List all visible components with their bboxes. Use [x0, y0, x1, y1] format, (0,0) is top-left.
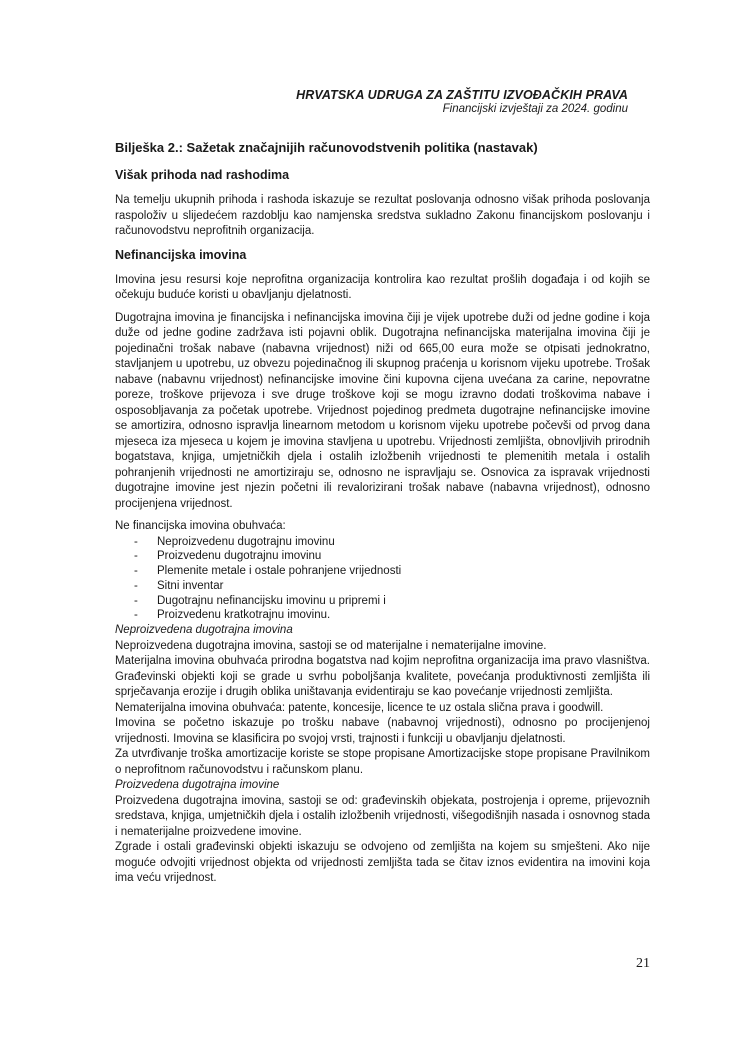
section-heading-nefinancijska: Nefinancijska imovina: [115, 247, 247, 262]
list-item: - Dugotrajnu nefinancijsku imovinu u pripremi i: [115, 594, 650, 609]
list-item: - Sitni inventar: [115, 579, 650, 594]
list-intro: Ne financijska imovina obuhvaća:: [115, 520, 286, 532]
page-number: 21: [636, 956, 650, 971]
page-content: [115, 140, 650, 887]
paragraph: Zgrade i ostali građevinski objekti iskazuju se odvojeno od zemljišta na kojem su smješteni. Ako nije moguće odvojiti vrijednost objekta od vrijednosti zemljišta tada se čitav iznos evidentira na imovini koja ima veću vrijednost.: [115, 841, 650, 885]
subheading-proizvedena: Proizvedena dugotrajna imovine: [115, 779, 280, 792]
list-item: - Proizvedenu kratkotrajnu imovinu.: [115, 608, 650, 623]
list-item: - Plemenite metale i ostale pohranjene vrijednosti: [115, 564, 650, 579]
note-title: Bilješka 2.: Sažetak značajnijih računovodstvenih politika (nastavak): [115, 140, 538, 155]
paragraph: Nematerijalna imovina obuhvaća: patente, koncesije, licence te uz ostala slična prava i goodwill.: [115, 701, 604, 714]
list-item: - Proizvedenu dugotrajnu imovinu: [115, 549, 650, 564]
paragraph: Neproizvedena dugotrajna imovina, sastoji se od materijalne i nematerijalne imovine.: [115, 639, 547, 652]
report-subtitle: Financijski izvještaji za 2024. godinu: [442, 103, 628, 115]
paragraph: Dugotrajna imovina je financijska i nefinancijska imovina čiji je vijek upotrebe duži od jedne godine i koja duže od jedne godine zadržava isti pojavni oblik. Dugotrajna nefinancijska materijalna imovina čiji je pojedinačni trošak nabave (nabavna vrijednost) niži od 665,00 eura može se otpisati jednokratno, stavljanjem u upotrebu, uz obvezu pojedinačnog ili skupnog praćenja u korisnom vijeku upotrebe. Trošak nabave (nabavnu vrijednost) nefinancijske imovine čini kupovna cijena uvećana za carine, nepovratne poreze, troškove prijevoza i sve druge troškove koji se mogu izravno dodati troškovima nabave i osposobljavanja za početak upotrebe. Vrijednost pojedinog predmeta dugotrajne nefinancijske imovine se amortizira, odnosno ispravlja linearnom metodom u korisnom vijeku upotrebe počevši od prvog dana mjeseca iza mjeseca u kojem je imovina stavljena u upotrebu. Vrijednosti zemljišta, obnovljivih prirodnih bogatstava, knjiga, umjetničkih djela i ostalih izložbenih vrijednosti te plemenitih metala i ostalih pohranjenih vrijednosti ne amortiziraju se, odnosno ne ispravljaju se. Osnovica za ispravak vrijednosti dugotrajne imovine jest njezin početni ili revalorizirani trošak nabave (nabavna vrijednost), odnosno procijenjena vrijednost.: [115, 311, 650, 510]
paragraph: Materijalna imovina obuhvaća prirodna bogatstva nad kojim neprofitna organizacija ima pravo vlasništva. Građevinski objekti koji se grade u svrhu poboljšanja kvalitete, povećanja produktivnosti zemljišta ili sprječavanja erozije i drugih oblika uništavanja evidentiraju se kao povećanje vrijednosti zemljišta.: [115, 655, 650, 699]
subheading-neproizvedena: Neproizvedena dugotrajna imovina: [115, 624, 293, 637]
list-item: - Neproizvedenu dugotrajnu imovinu: [115, 535, 650, 550]
section-heading-visak: Višak prihoda nad rashodima: [115, 168, 290, 182]
organization-name: HRVATSKA UDRUGA ZA ZAŠTITU IZVOĐAČKIH PRAVA: [296, 88, 628, 102]
paragraph: Imovina se početno iskazuje po trošku nabave (nabavnoj vrijednosti), odnosno po procijenjenoj vrijednosti. Imovina se klasificira po svojoj vrsti, trajnosti i funkciji u obavljanju djelatnosti.: [115, 717, 650, 745]
page-header: [296, 88, 628, 115]
paragraph: Imovina jesu resursi koje neprofitna organizacija kontrolira kao rezultat prošlih događaja i od kojih se očekuju buduće koristi u obavljanju djelatnosti.: [115, 273, 650, 301]
paragraph: Proizvedena dugotrajna imovina, sastoji se od: građevinskih objekata, postrojenja i opreme, prijevoznih sredstava, knjiga, umjetničkih djela i ostalih izložbenih vrijednosti, višegodišnjih nasada i osnovnog stada i nematerijalne proizvedene imovine.: [115, 794, 650, 838]
paragraph: Za utvrđivanje troška amortizacije koriste se stope propisane Amortizacijske stope propisane Pravilnikom o neprofitnom računovodstvu i računskom planu.: [115, 748, 650, 776]
asset-list: [115, 535, 650, 624]
paragraph: Na temelju ukupnih prihoda i rashoda iskazuje se rezultat poslovanja odnosno višak prihoda poslovanja raspoloživ u slijedećem razdoblju kao namjenska sredstva sukladno Zakonu financijskom poslovanju i računovodstvu neprofitnih organizacija.: [115, 194, 650, 237]
